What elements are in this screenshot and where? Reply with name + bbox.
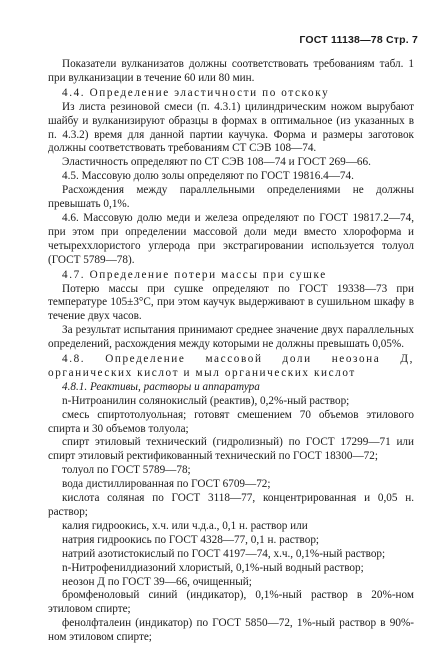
list-item: смесь спиртотолуольная; готовят смешением 70 объемов этилового спирта и 30 объемов толуола;: [48, 408, 414, 435]
paragraph: Из листа резиновой смеси (п. 4.3.1) цилиндрическим ножом вырубают шайбу и вулканизируют образцы в формах в оптимальное (из указанных в п. 4.3.2) время для данной партии каучука. Форма и размеры заготовок должны соответствовать требованиям СТ СЭВ 108—74.: [48, 100, 414, 155]
section-heading: 4.4. Определение эластичности по отскоку: [62, 86, 330, 99]
list-item: натрия гидроокись по ГОСТ 4328—77, 0,1 н. раствор;: [62, 533, 320, 546]
list-item: вода дистиллированная по ГОСТ 6709—72;: [62, 478, 271, 491]
document-body: [48, 58, 414, 645]
paragraph: Потерю массы при сушке определяют по ГОСТ 19338—73 при температуре 105±3°С, при этом каучук выдерживают в сушильном шкафу в течение двух часов.: [48, 282, 414, 323]
list-item: калия гидроокись, х.ч. или ч.д.а., 0,1 н. раствор или: [62, 519, 308, 532]
paragraph: Эластичность определяют по СТ СЭВ 108—74 и ГОСТ 269—66.: [62, 156, 371, 169]
list-item: n-Нитроанилин солянокислый (реактив), 0,2%-ный раствор;: [62, 394, 350, 407]
list-item: фенолфталеин (индикатор) по ГОСТ 5850—72, 1%-ный раствор в 90%-ном этиловом спирте;: [48, 617, 414, 644]
section-heading: 4.7. Определение потери массы при сушке: [62, 268, 327, 281]
list-item: бромфеноловый синий (индикатор), 0,1%-ный раствор в 20%-ном этиловом спирте;: [48, 589, 414, 616]
list-item: неозон Д по ГОСТ 39—66, очищенный;: [62, 575, 252, 588]
paragraph: Расхождения между параллельными определениями не должны превышать 0,1%.: [48, 184, 414, 211]
list-item: n-Нитрофенилдиазоний хлористый, 0,1%-ный водный раствор;: [62, 561, 364, 574]
section-heading: 4.8. Определение массовой доли неозона Д, органических кислот и мыл органических кислот: [48, 353, 414, 379]
paragraph: 4.5. Массовую долю золы определяют по ГОСТ 19816.4—74.: [62, 170, 354, 183]
list-item: толуол по ГОСТ 5789—78;: [62, 464, 191, 477]
list-item: кислота соляная по ГОСТ 3118—77, концентрированная и 0,05 н. раствор;: [48, 492, 414, 518]
subsection-heading: 4.8.1. Реактивы, растворы и аппаратура: [62, 380, 260, 393]
list-item: натрий азотистокислый по ГОСТ 4197—74, х.ч., 0,1%-ный раствор;: [62, 547, 386, 560]
paragraph: Показатели вулканизатов должны соответствовать требованиям табл. 1 при вулканизации в течение 60 или 80 мин.: [48, 58, 414, 84]
paragraph: За результат испытания принимают среднее значение двух параллельных определений, расхождения между которыми не должны превышать 0,05%.: [48, 324, 414, 351]
paragraph: 4.6. Массовую долю меди и железа определяют по ГОСТ 19817.2—74, при этом при определении массовой доли меди вместо хлороформа и четыреххлористого углерода при экстрагировании используется толуол (ГОСТ 5789—78).: [48, 211, 414, 266]
list-item: спирт этиловый технический (гидролизный) по ГОСТ 17299—71 или спирт этиловый ректификованный технический по ГОСТ 18300—72;: [48, 436, 414, 463]
page-header: ГОСТ 11138—78 Стр. 7: [299, 34, 418, 46]
